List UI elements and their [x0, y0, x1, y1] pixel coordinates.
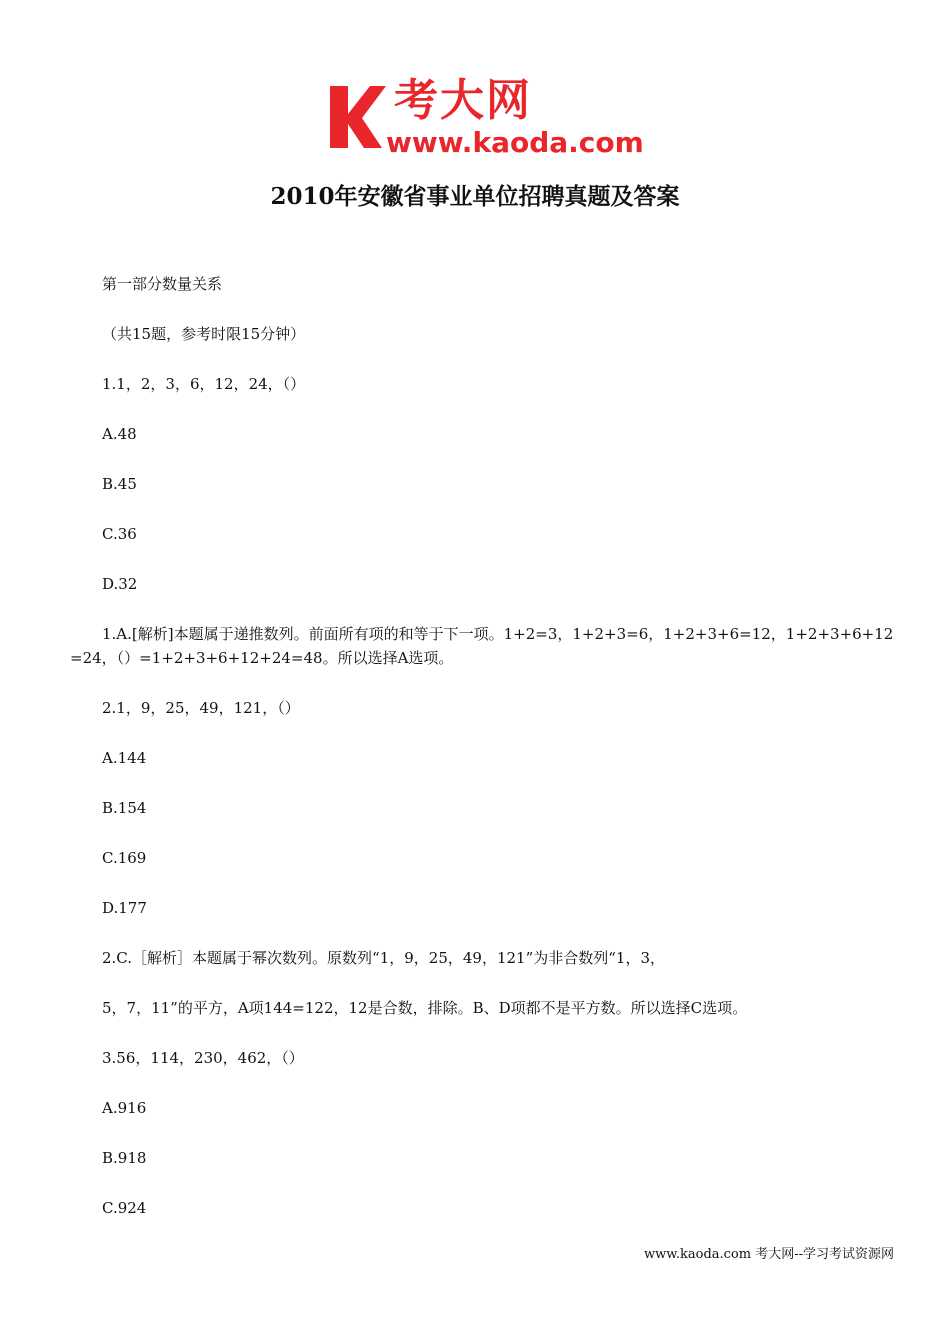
document-title: 2010年安徽省事业单位招聘真题及答案	[270, 183, 680, 210]
document-body	[70, 272, 900, 1246]
question-1-option-d: D.32	[102, 575, 138, 593]
answer-2-part-2: 5，7，11”的平方，A项144=122，12是合数，排除。B、D项都不是平方数。所以选择C选项。	[102, 999, 748, 1017]
kaoda-logo	[326, 75, 646, 162]
question-3-option-a: A.916	[102, 1099, 147, 1117]
question-2-option-d: D.177	[102, 899, 147, 917]
section-note: （共15题，参考时限15分钟）	[102, 325, 306, 343]
section-heading: 第一部分数量关系	[102, 275, 223, 293]
question-2-option-c: C.169	[102, 849, 147, 867]
question-1-option-a: A.48	[102, 425, 137, 443]
question-2: 2.1，9，25，49，121，（）	[102, 699, 300, 717]
page-footer: www.kaoda.com 考大网--学习考试资源网	[644, 1247, 894, 1262]
question-3-option-c: C.924	[102, 1199, 147, 1217]
logo-text-url: www.kaoda.com	[386, 126, 644, 159]
answer-2-part-1: 2.C.［解析］本题属于幂次数列。原数列“1，9，25，49，121”为非合数列“1，3，	[102, 949, 666, 967]
logo-text-cn: 考大网	[394, 75, 532, 126]
question-3: 3.56，114，230，462，（）	[102, 1049, 304, 1067]
k-logo-icon	[326, 84, 386, 152]
answer-1: 1.A.[解析]本题属于递推数列。前面所有项的和等于下一项。1+2=3，1+2+3=6，1+2+3+6=12，1+2+3+6+12=24，（）=1+2+3+6+12+24=48。所以选择A选项。	[70, 625, 894, 667]
question-2-option-a: A.144	[102, 749, 147, 767]
question-3-option-b: B.918	[102, 1149, 147, 1167]
question-2-option-b: B.154	[102, 799, 147, 817]
question-1: 1.1，2，3，6，12，24，（）	[102, 375, 306, 393]
question-1-option-b: B.45	[102, 475, 137, 493]
question-1-option-c: C.36	[102, 525, 137, 543]
